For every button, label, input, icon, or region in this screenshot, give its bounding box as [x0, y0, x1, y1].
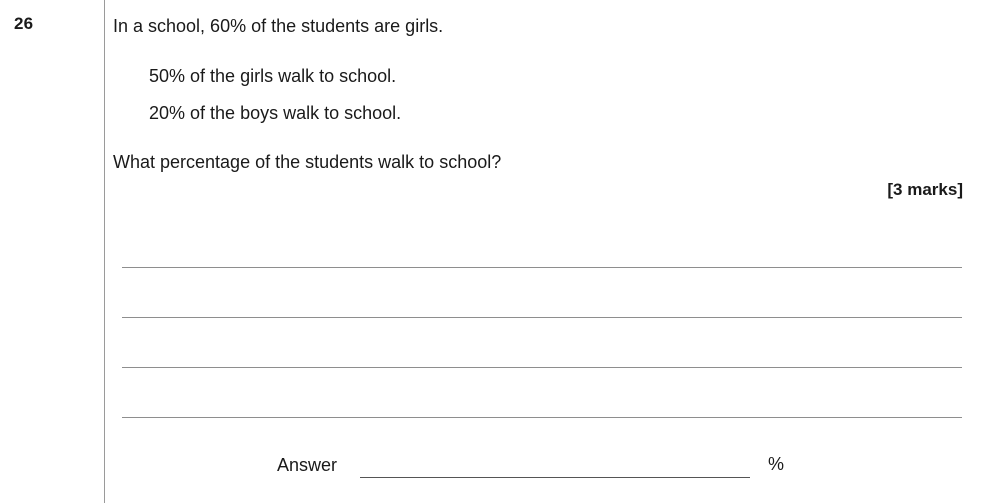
question-prompt: What percentage of the students walk to school?	[113, 152, 502, 172]
working-line	[122, 267, 962, 268]
marks-allocation: [3 marks]	[887, 180, 963, 199]
answer-unit: %	[768, 454, 785, 474]
margin-rule	[104, 0, 105, 503]
answer-blank-line[interactable]	[360, 477, 750, 478]
question-number: 26	[14, 14, 34, 33]
question-bullet-1: 50% of the girls walk to school.	[149, 66, 397, 86]
working-line	[122, 417, 962, 418]
working-line	[122, 317, 962, 318]
question-stem: In a school, 60% of the students are girls.	[113, 16, 444, 36]
working-line	[122, 367, 962, 368]
answer-label: Answer	[277, 455, 338, 475]
question-bullet-2: 20% of the boys walk to school.	[149, 103, 402, 123]
